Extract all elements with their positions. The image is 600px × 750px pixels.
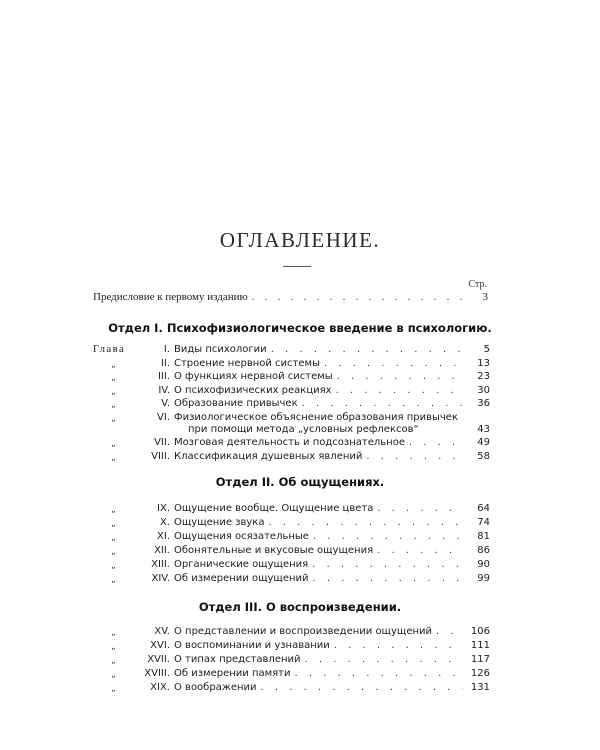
chapter-page: 117 xyxy=(470,654,490,665)
chapter-number: XIII. xyxy=(151,559,170,570)
chapter-page: 43 xyxy=(477,424,490,435)
leader-dots xyxy=(302,398,463,409)
chapter-title-line xyxy=(174,545,467,556)
leader-dots xyxy=(324,358,463,369)
chapter-title-line xyxy=(174,503,467,514)
section-heading-2: Отдел II. Об ощущениях. xyxy=(215,475,385,489)
chapter-number: II. xyxy=(160,358,170,369)
ditto-mark: „ xyxy=(111,400,116,410)
chapter-page: 23 xyxy=(477,371,490,382)
chapter-title-line xyxy=(174,640,467,651)
chapter-title: Классификация душевных явлений xyxy=(174,451,363,462)
chapter-page: 64 xyxy=(477,503,490,514)
chapter-title-line xyxy=(174,385,467,396)
chapter-title: О функциях нервной системы xyxy=(174,371,333,382)
ditto-mark: „ xyxy=(111,373,116,383)
chapter-page: 58 xyxy=(477,451,490,462)
chapter-number: III. xyxy=(157,371,170,382)
ditto-mark: „ xyxy=(111,684,116,694)
chapter-page: 74 xyxy=(477,517,490,528)
chapter-number: IV. xyxy=(158,385,170,396)
leader-dots xyxy=(436,626,463,637)
leader-dots xyxy=(305,654,463,665)
preface-page: 3 xyxy=(482,291,488,303)
chapter-title: Обонятельные и вкусовые ощущения xyxy=(174,545,374,556)
ditto-mark: „ xyxy=(111,575,116,585)
chapter-number: VI. xyxy=(157,412,170,423)
chapter-title-line xyxy=(174,682,467,693)
chapter-title: Строение нервной системы xyxy=(174,358,320,369)
chapter-title: Физиологическое объяснение образования привычек xyxy=(174,412,458,423)
chapter-title: Ощущение вообще. Ощущение цвета xyxy=(174,503,374,514)
chapter-title-line xyxy=(174,626,467,637)
chapter-title-line xyxy=(174,371,467,382)
chapter-page: 131 xyxy=(470,682,490,693)
chapter-page: 36 xyxy=(477,398,490,409)
ditto-mark: „ xyxy=(111,439,116,449)
chapter-title-line xyxy=(174,654,467,665)
chapter-title: О воспоминании и узнавании xyxy=(174,640,330,651)
preface-title: Предисловие к первому изданию xyxy=(93,291,248,303)
chapter-title-line xyxy=(174,573,467,584)
page-title: ОГЛАВЛЕНИЕ. xyxy=(219,228,381,252)
section-heading-3: Отдел III. О воспроизведении. xyxy=(198,600,402,614)
chapter-title: Мозговая деятельность и подсознательное xyxy=(174,437,405,448)
leader-dots xyxy=(334,640,463,651)
ditto-mark: „ xyxy=(111,453,116,463)
chapter-page: 30 xyxy=(477,385,490,396)
chapter-page: 90 xyxy=(477,559,490,570)
chapter-number: VII. xyxy=(154,437,170,448)
ditto-mark: „ xyxy=(111,533,116,543)
chapter-title: О психофизических реакциях xyxy=(174,385,332,396)
leader-dots xyxy=(313,573,463,584)
leader-dots xyxy=(295,668,464,679)
leader-dots xyxy=(336,385,463,396)
page-column-label: Стр. xyxy=(468,279,487,290)
ditto-mark: „ xyxy=(111,628,116,638)
leader-dots xyxy=(377,503,463,514)
section-heading-1: Отдел I. Психофизиологическое введение в психологию. xyxy=(108,321,492,335)
ditto-mark: „ xyxy=(111,519,116,529)
ditto-mark: „ xyxy=(111,670,116,680)
chapter-title: О воображении xyxy=(174,682,257,693)
chapter-title-line xyxy=(174,559,467,570)
ditto-mark: „ xyxy=(111,387,116,397)
ditto-mark: „ xyxy=(111,642,116,652)
leader-dots xyxy=(337,371,463,382)
chapter-number: XVI. xyxy=(150,640,170,651)
chapter-number: XVII. xyxy=(147,654,170,665)
chapter-page: 86 xyxy=(477,545,490,556)
chapter-title: О типах представлений xyxy=(174,654,301,665)
ditto-mark: „ xyxy=(111,360,116,370)
chapter-page: 5 xyxy=(483,344,490,355)
chapter-title: Виды психологии xyxy=(174,344,267,355)
leader-dots xyxy=(377,545,463,556)
chapter-title-line xyxy=(174,412,467,423)
chapter-page: 111 xyxy=(470,640,490,651)
chapter-number: XIX. xyxy=(150,682,170,693)
chapter-page: 49 xyxy=(477,437,490,448)
chapter-page: 106 xyxy=(470,626,490,637)
chapter-title: Об измерении памяти xyxy=(174,668,291,679)
chapter-number: XIV. xyxy=(151,573,170,584)
chapter-title-line xyxy=(174,531,467,542)
chapter-title-continuation: при помощи метода „условных рефлексов“ xyxy=(188,424,419,435)
chapter-title-line xyxy=(174,668,467,679)
chapter-page: 81 xyxy=(477,531,490,542)
chapter-title-line xyxy=(174,358,467,369)
chapter-page: 99 xyxy=(477,573,490,584)
chapter-title-line xyxy=(174,517,467,528)
ditto-mark: „ xyxy=(111,656,116,666)
chapter-number: X. xyxy=(159,517,170,528)
chapter-number: IX. xyxy=(157,503,170,514)
chapter-number: VIII. xyxy=(151,451,170,462)
chapter-page: 126 xyxy=(470,668,490,679)
leader-dots xyxy=(366,451,463,462)
ditto-mark: „ xyxy=(111,505,116,515)
chapter-title: Органические ощущения xyxy=(174,559,309,570)
chapter-title: Образование привычек xyxy=(174,398,298,409)
chapter-number: XV. xyxy=(154,626,170,637)
ditto-mark: „ xyxy=(111,414,116,424)
chapter-label: Глава xyxy=(93,344,126,355)
chapter-title-line xyxy=(174,344,467,355)
chapter-title-line xyxy=(174,451,467,462)
leader-dots xyxy=(313,531,463,542)
ditto-mark: „ xyxy=(111,561,116,571)
chapter-title: Ощущения осязательные xyxy=(174,531,309,542)
chapter-number: XI. xyxy=(157,531,170,542)
leader-dots xyxy=(261,682,463,693)
chapter-number: I. xyxy=(163,344,170,355)
leader-dots xyxy=(268,517,463,528)
chapter-title: Ощущение звука xyxy=(174,517,265,528)
chapter-title-line xyxy=(174,398,467,409)
chapter-page: 13 xyxy=(477,358,490,369)
chapter-title: Об измерении ощущений xyxy=(174,573,309,584)
chapter-number: XII. xyxy=(154,545,170,556)
chapter-title-line xyxy=(174,437,467,448)
leader-dots xyxy=(312,559,463,570)
chapter-number: XVIII. xyxy=(144,668,170,679)
leader-dots xyxy=(271,344,463,355)
ditto-mark: „ xyxy=(111,547,116,557)
chapter-title: О представлении и воспроизведении ощущений xyxy=(174,626,433,637)
chapter-number: V. xyxy=(161,398,170,409)
leader-dots xyxy=(409,437,463,448)
